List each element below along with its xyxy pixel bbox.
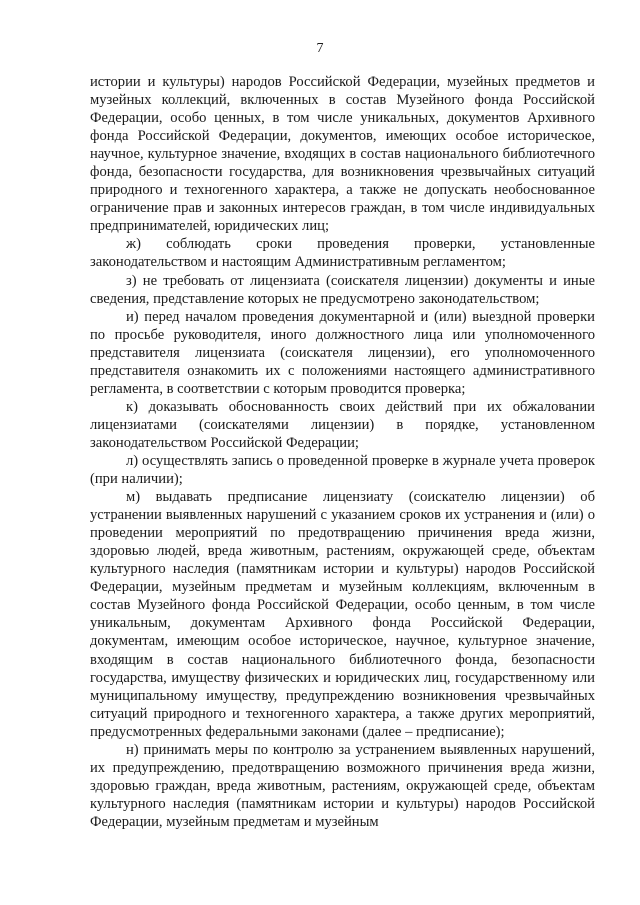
paragraph-item-z: з) не требовать от лицензиата (соискателя лицензии) документы и иные сведения, представление которых не предусмотрено законодательством; — [90, 272, 595, 307]
paragraph-item-k: к) доказывать обоснованность своих действий при их обжаловании лицензиатами (соискателями лицензии) в порядке, установленном законодательством Российской Федерации; — [90, 398, 595, 451]
paragraph-item-n: н) принимать меры по контролю за устранением выявленных нарушений, их предупреждению, предотвращению возможного причинения вреда жизни, здоровью граждан, вреда животным, растениям, окружающей среде, объектам культурного наследия (памятникам истории и культуры) народов Российской Федерации, музейным предметам и музейным — [90, 741, 595, 830]
paragraph-item-l: л) осуществлять запись о проведенной проверке в журнале учета проверок (при наличии); — [90, 452, 595, 488]
paragraph-item-i: и) перед началом проведения документарной и (или) выездной проверки по просьбе руководителя, иного должностного лица или уполномоченного представителя лицензиата (соискателя лицензии), его уполномоченного представителя ознакомить их с положениями настоящего административного регламента, в соответствии с которым проводится проверка; — [90, 308, 595, 397]
page-number: 7 — [316, 41, 324, 56]
document-body — [90, 73, 595, 831]
paragraph-item-m: м) выдавать предписание лицензиату (соискателю лицензии) об устранении выявленных нарушений с указанием сроков их устранения и (или) о проведении мероприятий по предотвращению причинения вреда жизни, здоровью людей, вреда животным, растениям, окружающей среде, объектам культурного наследия (памятникам истории и культуры) народов Российской Федерации, музейным предметам и музейным коллекциям, включенным в состав Музейного фонда Российской Федерации, особо ценным, в том числе уникальным, документам Архивного фонда Российской Федерации, документам, имеющим особое историческое, научное, культурное значение, входящим в состав национального библиотечного фонда, безопасности государства, имуществу физических и юридических лиц, государственному или муниципальному имуществу, предупреждению возникновения чрезвычайных ситуаций природного и техногенного характера, а также других мероприятий, предусмотренных федеральными законами (далее – предписание); — [90, 489, 595, 740]
paragraph-continuation: истории и культуры) народов Российской Федерации, музейных предметов и музейных коллекций, включенных в состав Музейного фонда Российской Федерации, особо ценных, в том числе уникальных, документов Архивного фонда Российской Федерации, документов, имеющих особое историческое, научное, культурное значение, входящих в состав национального библиотечного фонда, безопасности государства, для возникновения чрезвычайных ситуаций природного и техногенного характера, а также не допускать необоснованное ограничение прав и законных интересов граждан, в том числе индивидуальных предпринимателей, юридических лиц; — [90, 74, 595, 235]
paragraph-item-zh: ж) соблюдать сроки проведения проверки, установленные законодательством и настоящим Административным регламентом; — [90, 236, 595, 271]
